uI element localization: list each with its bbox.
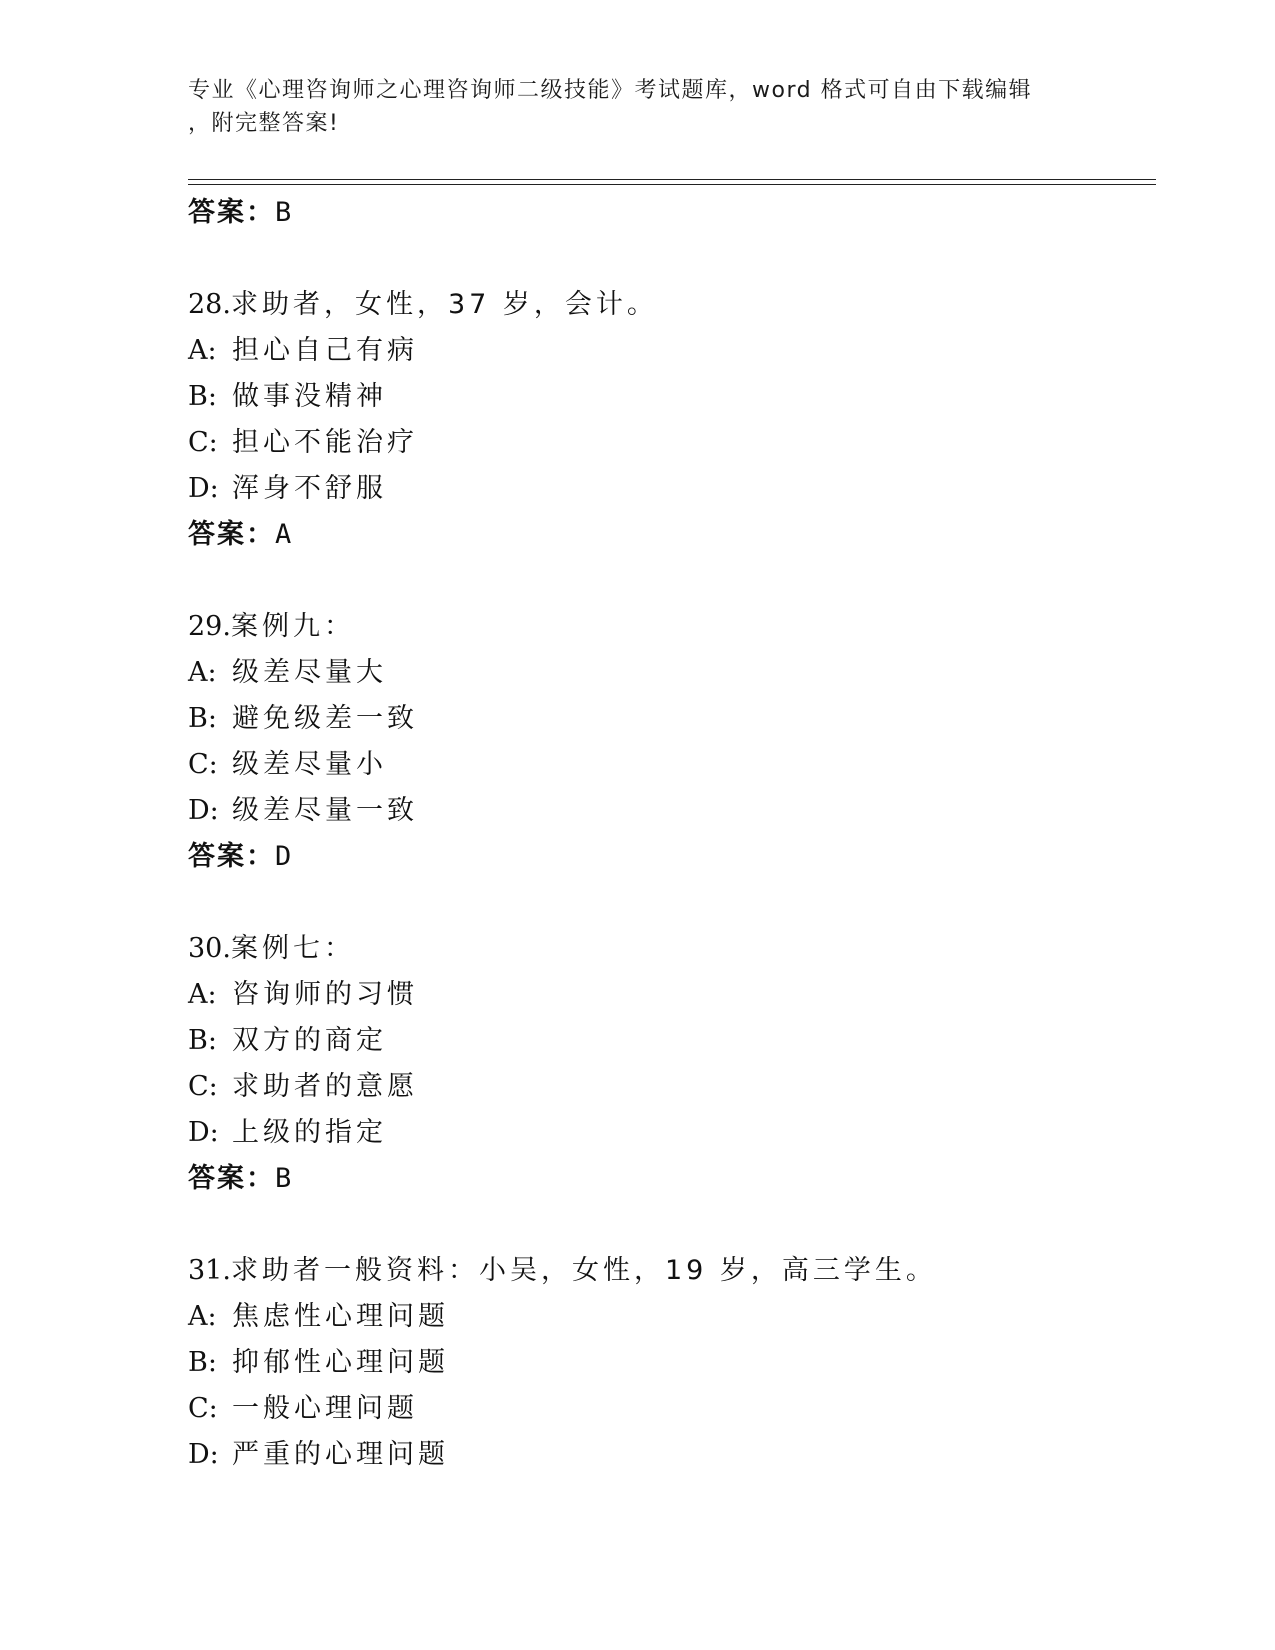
option-a: [188, 328, 1156, 374]
option-text: 级差尽量一致: [232, 795, 418, 826]
option-key: C:: [188, 427, 218, 458]
option-c: [188, 1064, 1156, 1110]
answer-label: 答案：: [188, 519, 275, 550]
option-text: 咨询师的习惯: [232, 979, 418, 1010]
option-text: 避免级差一致: [232, 703, 418, 734]
option-text: 上级的指定: [232, 1117, 387, 1148]
answer-line: [188, 512, 1156, 558]
option-key: B:: [188, 1025, 217, 1056]
question-number: 31.: [188, 1255, 231, 1286]
option-key: B:: [188, 381, 217, 412]
answer-value: B: [275, 197, 293, 228]
answer-value: A: [275, 519, 293, 550]
option-c: [188, 742, 1156, 788]
question-text: 案例九：: [230, 611, 355, 642]
option-a: [188, 1294, 1156, 1340]
option-key: B:: [188, 1347, 217, 1378]
answer-line: [188, 834, 1156, 880]
option-b: [188, 374, 1156, 420]
question-number: 28.: [188, 289, 231, 320]
option-d: [188, 1432, 1156, 1478]
question-stem: [188, 926, 1156, 972]
option-key: A:: [188, 657, 217, 688]
question-text: 求助者一般资料：小吴，女性，19 岁，高三学生。: [230, 1255, 937, 1286]
option-a: [188, 650, 1156, 696]
option-text: 双方的商定: [232, 1025, 387, 1056]
question-number: 29.: [188, 611, 231, 642]
option-b: [188, 1340, 1156, 1386]
option-a: [188, 972, 1156, 1018]
question-stem: [188, 604, 1156, 650]
option-d: [188, 788, 1156, 834]
question-stem: [188, 1248, 1156, 1294]
option-text: 担心不能治疗: [232, 427, 418, 458]
option-text: 焦虑性心理问题: [232, 1301, 449, 1332]
option-key: D:: [188, 795, 219, 826]
option-key: A:: [188, 979, 217, 1010]
option-b: [188, 696, 1156, 742]
spacer: [188, 1202, 1156, 1248]
option-key: D:: [188, 473, 219, 504]
option-text: 抑郁性心理问题: [232, 1347, 449, 1378]
option-text: 级差尽量大: [232, 657, 387, 688]
answer-label: 答案：: [188, 841, 275, 872]
header-rule-bottom: [188, 184, 1156, 185]
answer-label: 答案：: [188, 1163, 275, 1194]
header-title-line: 专业《心理咨询师之心理咨询师二级技能》考试题库，word 格式可自由下载编辑: [188, 78, 1033, 103]
option-c: [188, 1386, 1156, 1432]
option-d: [188, 466, 1156, 512]
option-key: A:: [188, 335, 217, 366]
option-key: C:: [188, 749, 218, 780]
header-rule-top: [188, 179, 1156, 180]
spacer: [188, 880, 1156, 926]
option-b: [188, 1018, 1156, 1064]
option-text: 做事没精神: [232, 381, 387, 412]
question-number: 30.: [188, 933, 231, 964]
option-key: A:: [188, 1301, 217, 1332]
answer-label: 答案：: [188, 197, 275, 228]
option-c: [188, 420, 1156, 466]
spacer: [188, 558, 1156, 604]
option-key: D:: [188, 1439, 219, 1470]
page-header: [188, 74, 1068, 140]
answer-value: D: [275, 841, 293, 872]
spacer: [188, 236, 1156, 282]
option-text: 求助者的意愿: [232, 1071, 418, 1102]
option-text: 一般心理问题: [232, 1393, 418, 1424]
option-text: 级差尽量小: [232, 749, 387, 780]
answer-line: [188, 1156, 1156, 1202]
header-title-continuation: ，附完整答案!: [188, 111, 340, 136]
option-key: C:: [188, 1393, 218, 1424]
option-text: 严重的心理问题: [232, 1439, 449, 1470]
option-text: 浑身不舒服: [232, 473, 387, 504]
question-list: [188, 190, 1156, 1478]
option-d: [188, 1110, 1156, 1156]
option-key: B:: [188, 703, 217, 734]
question-text: 求助者，女性，37 岁，会计。: [230, 289, 658, 320]
answer-value: B: [275, 1163, 293, 1194]
question-stem: [188, 282, 1156, 328]
answer-line: [188, 190, 1156, 236]
question-text: 案例七：: [230, 933, 355, 964]
option-text: 担心自己有病: [232, 335, 418, 366]
option-key: C:: [188, 1071, 218, 1102]
option-key: D:: [188, 1117, 219, 1148]
